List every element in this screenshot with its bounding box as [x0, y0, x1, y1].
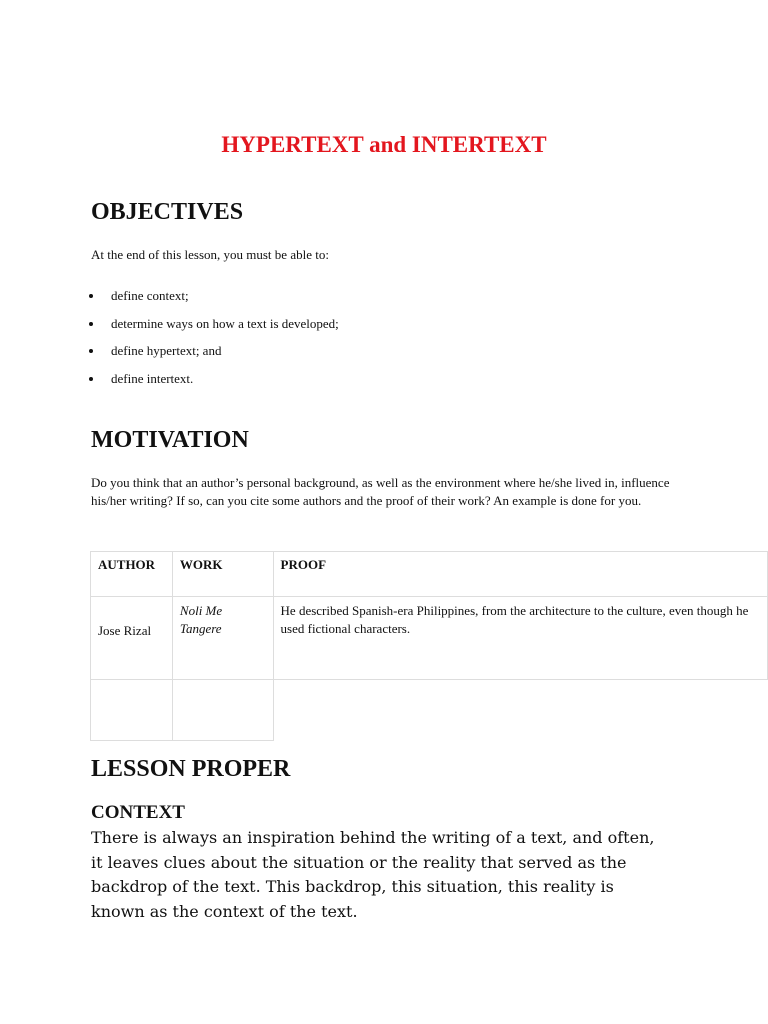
list-item: define intertext.	[91, 369, 339, 397]
list-item: define context;	[91, 286, 339, 314]
table-cell-work	[172, 680, 273, 741]
table-header-proof: PROOF	[273, 552, 767, 597]
bullet-icon	[89, 377, 93, 381]
list-item: determine ways on how a text is developed;	[91, 314, 339, 342]
context-text: There is always an inspiration behind the writing of a text, and often, it leaves clues about the situation or the reality that served as the backdrop of the text. This backdrop, this situation, this reality is known as the context of the text.	[91, 828, 655, 921]
list-item: define hypertext; and	[91, 341, 339, 369]
table-cell-author	[91, 680, 173, 741]
lesson-proper-heading: LESSON PROPER	[91, 756, 291, 782]
context-heading: CONTEXT	[91, 802, 185, 823]
table-header-work: WORK	[172, 552, 273, 597]
author-work-proof-table	[90, 551, 768, 741]
bullet-icon	[89, 349, 93, 353]
table-header-row	[91, 552, 768, 597]
bullet-icon	[89, 294, 93, 298]
table-cell-author: Jose Rizal	[91, 597, 173, 680]
table-header-author: AUTHOR	[91, 552, 173, 597]
document-title: HYPERTEXT and INTERTEXT	[221, 132, 547, 157]
motivation-heading: MOTIVATION	[91, 427, 249, 453]
motivation-text: Do you think that an author’s personal background, as well as the environment where he/she lived in, influence his/her writing? If so, can you cite some authors and the proof of their work? An example is done for you.	[91, 475, 670, 508]
table-cell-work: Noli Me Tangere	[172, 597, 273, 680]
objectives-intro: At the end of this lesson, you must be able to:	[91, 247, 329, 262]
bullet-icon	[89, 322, 93, 326]
table-cell-proof	[273, 680, 767, 741]
objectives-list	[91, 286, 339, 396]
table-row	[91, 597, 768, 680]
table-row	[91, 680, 768, 741]
table-cell-proof: He described Spanish-era Philippines, from the architecture to the culture, even though he used fictional characters.	[273, 597, 767, 680]
objectives-heading: OBJECTIVES	[91, 199, 244, 225]
